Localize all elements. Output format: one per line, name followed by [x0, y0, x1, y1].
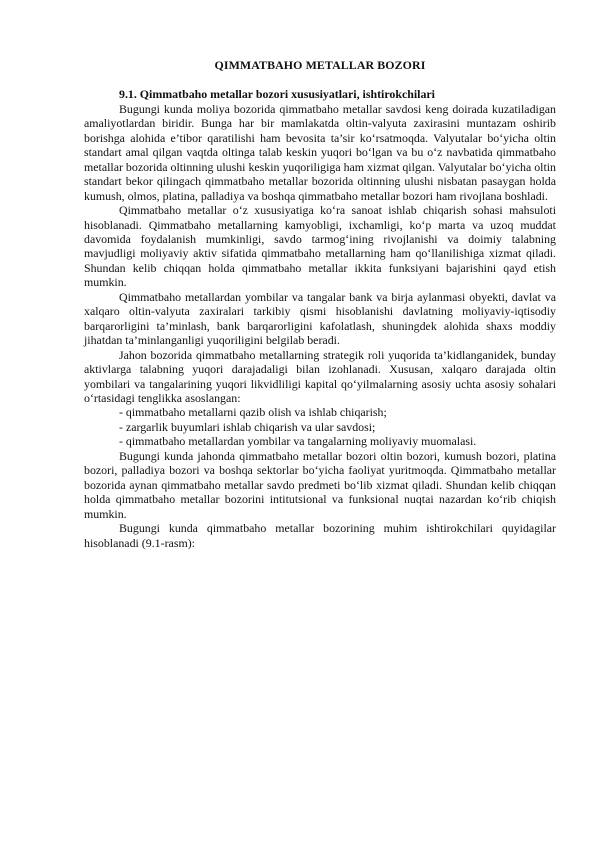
paragraph: Qimmatbaho metallar o‘z xususiyatiga ko‘ra sanoat ishlab chiqarish sohasi mahsuloti hisoblanadi. Qimmatbaho metallarning kamyobligi, ixchamligi, ko‘p marta va uzoq muddat davomida foydalanish mumkinligi, savdo tarmog‘ining rivojlanishi va doimiy talabning mavjudligi moliyaviy aktiv sifatida qimmatbaho metallarning ham qo‘llanilishiga xizmat qiladi. Shundan kelib chiqqan holda qimmatbaho metallar ikkita funksiyani bajarishini qayd etish mumkin.: [84, 203, 556, 290]
document-title: QIMMATBAHO METALLAR BOZORI: [214, 58, 426, 72]
paragraph: Bugungi kunda qimmatbaho metallar bozorining muhim ishtirokchilari quyidagilar hisoblanadi (9.1-rasm):: [84, 521, 556, 550]
paragraph: Bugungi kunda moliya bozorida qimmatbaho metallar savdosi keng doirada kuzatiladigan amaliyotlardan biridir. Bunga har bir mamlakatda oltin-valyuta zaxirasini muntazam oshirib borishga alohida e’tibor qaratilishi ham bevosita ta’sir ko‘rsatmoqda. Valyutalar bo‘yicha oltin standart amal qilgan vaqtda oltinga talab keskin yuqori bo‘lgan va bu o‘z navbatida qimmatbaho metallar bozorida oltinning ulushi keskin yuqoriligiga ham xizmat qilgan. Valyutalar bo‘yicha oltin standart bekor qilingach qimmatbaho metallar bozorida oltinning ulushi nisbatan pasaygan holda kumush, olmos, platina, palladiya va boshqa qimmatbaho metallar bozori ham rivojlana boshladi.: [84, 101, 557, 203]
paragraph: Bugungi kunda jahonda qimmatbaho metallar bozori oltin bozori, kumush bozori, platina bozori, palladiya bozori va boshqa sektorlar bo‘yicha faoliyat yuritmoqda. Qimmatbaho metallar bozorida aynan qimmatbaho metallar savdo predmeti bo‘lib xizmat qiladi. Shundan kelib chiqqan holda qimmatbaho metallar bozorini intitutsional va funksional nuqtai nazardan ko‘rib chiqish mumkin.: [84, 448, 556, 521]
list-item: - qimmatbaho metallardan yombilar va tangalarning moliyaviy muomalasi.: [119, 434, 477, 449]
paragraph: Jahon bozorida qimmatbaho metallarning strategik roli yuqorida ta’kidlanganidek, bunday aktivlarga talabning yuqori darajadaligi bilan izohlanadi. Xususan, xalqaro darajada oltin yombilari va tangalarining yuqori likvidliligi kapital qo‘yilmalarning asosiy uchta asosiy sohalari o‘rtasidagi tenglikka asoslangan:: [84, 347, 556, 405]
list-item: - qimmatbaho metallarni qazib olish va ishlab chiqarish;: [119, 405, 387, 420]
list-item: - zargarlik buyumlari ishlab chiqarish va ular savdosi;: [119, 419, 376, 434]
paragraph: Qimmatbaho metallardan yombilar va tangalar bank va birja aylanmasi obyekti, davlat va xalqaro oltin-valyuta zaxiralari tarkibiy qismi hisoblanishi davlatning moliyaviy-iqtisodiy barqarorligini ta’minlash, bank barqarorligini kafolatlash, shuningdek alohida shaxs moddiy jihatdan ta’minlanganligi yuqoriligini belgilab beradi.: [84, 289, 556, 348]
section-heading: 9.1. Qimmatbaho metallar bozori xususiyatlari, ishtirokchilari: [119, 87, 435, 102]
document-page: [84, 58, 556, 550]
